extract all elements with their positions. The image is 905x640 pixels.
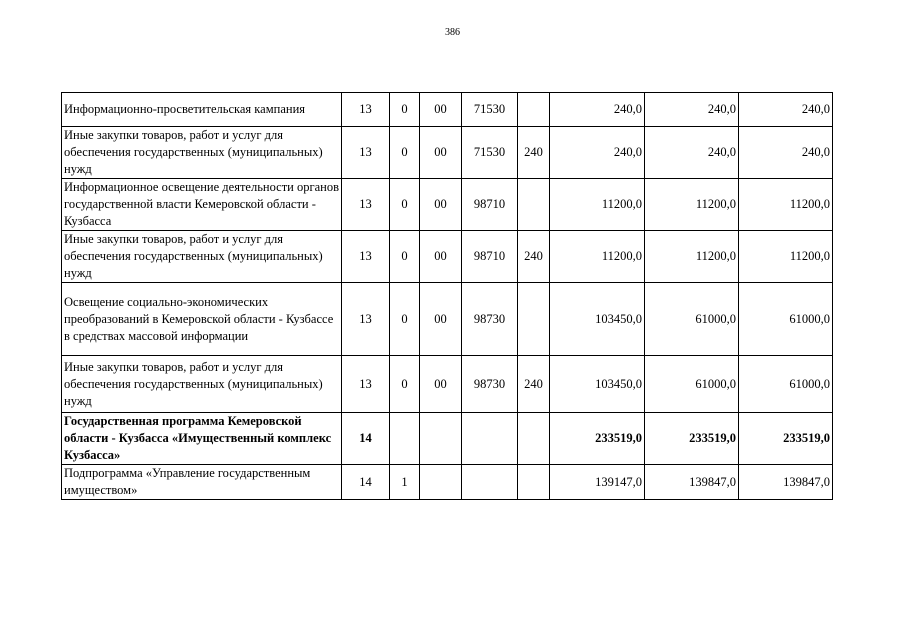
section-code: 14 — [342, 465, 390, 500]
direction-code: 71530 — [462, 93, 518, 127]
expense-type-code: 240 — [518, 127, 550, 179]
row-name: Государственная программа Кемеровской области - Кузбасса «Имущественный комплекс Кузбасса» — [62, 413, 342, 465]
expense-type-code — [518, 465, 550, 500]
direction-code — [462, 413, 518, 465]
subprogram-code: 00 — [420, 179, 462, 231]
subprogram-code: 00 — [420, 93, 462, 127]
program-code: 0 — [390, 283, 420, 356]
row-name: Информационно-просветительская кампания — [62, 93, 342, 127]
amount-year-3: 240,0 — [739, 127, 833, 179]
amount-year-1: 103450,0 — [550, 283, 645, 356]
section-code: 14 — [342, 413, 390, 465]
subprogram-code: 00 — [420, 127, 462, 179]
expense-type-code: 240 — [518, 356, 550, 413]
amount-year-2: 61000,0 — [645, 283, 739, 356]
amount-year-1: 139147,0 — [550, 465, 645, 500]
program-code: 0 — [390, 356, 420, 413]
row-name: Подпрограмма «Управление государственным имуществом» — [62, 465, 342, 500]
amount-year-2: 11200,0 — [645, 179, 739, 231]
table-row — [62, 127, 833, 179]
row-name: Информационное освещение деятельности органов государственной власти Кемеровской области - Кузбасса — [62, 179, 342, 231]
row-name: Иные закупки товаров, работ и услуг для обеспечения государственных (муниципальных) нужд — [62, 356, 342, 413]
expense-type-code — [518, 283, 550, 356]
subprogram-code: 00 — [420, 231, 462, 283]
program-code: 1 — [390, 465, 420, 500]
direction-code: 98730 — [462, 356, 518, 413]
amount-year-2: 139847,0 — [645, 465, 739, 500]
section-code: 13 — [342, 356, 390, 413]
row-name: Иные закупки товаров, работ и услуг для обеспечения государственных (муниципальных) нужд — [62, 231, 342, 283]
direction-code: 98710 — [462, 231, 518, 283]
amount-year-1: 103450,0 — [550, 356, 645, 413]
program-code: 0 — [390, 127, 420, 179]
amount-year-1: 233519,0 — [550, 413, 645, 465]
table-row — [62, 413, 833, 465]
amount-year-2: 11200,0 — [645, 231, 739, 283]
budget-table — [61, 92, 833, 500]
expense-type-code — [518, 93, 550, 127]
amount-year-2: 240,0 — [645, 93, 739, 127]
subprogram-code — [420, 413, 462, 465]
program-code: 0 — [390, 179, 420, 231]
section-code: 13 — [342, 93, 390, 127]
amount-year-1: 240,0 — [550, 127, 645, 179]
expense-type-code — [518, 179, 550, 231]
subprogram-code: 00 — [420, 283, 462, 356]
amount-year-3: 61000,0 — [739, 283, 833, 356]
expense-type-code — [518, 413, 550, 465]
subprogram-code — [420, 465, 462, 500]
amount-year-2: 233519,0 — [645, 413, 739, 465]
amount-year-2: 61000,0 — [645, 356, 739, 413]
amount-year-3: 240,0 — [739, 93, 833, 127]
program-code: 0 — [390, 231, 420, 283]
row-name: Освещение социально-экономических преобразований в Кемеровской области - Кузбассе в средствах массовой информации — [62, 283, 342, 356]
program-code: 0 — [390, 93, 420, 127]
table-row — [62, 93, 833, 127]
amount-year-1: 11200,0 — [550, 231, 645, 283]
expense-type-code: 240 — [518, 231, 550, 283]
amount-year-3: 11200,0 — [739, 231, 833, 283]
direction-code: 71530 — [462, 127, 518, 179]
section-code: 13 — [342, 283, 390, 356]
direction-code: 98710 — [462, 179, 518, 231]
table-row — [62, 179, 833, 231]
amount-year-1: 11200,0 — [550, 179, 645, 231]
direction-code — [462, 465, 518, 500]
table-row — [62, 465, 833, 500]
amount-year-3: 61000,0 — [739, 356, 833, 413]
page-number: 386 — [445, 27, 460, 38]
amount-year-3: 139847,0 — [739, 465, 833, 500]
section-code: 13 — [342, 231, 390, 283]
subprogram-code: 00 — [420, 356, 462, 413]
section-code: 13 — [342, 127, 390, 179]
amount-year-2: 240,0 — [645, 127, 739, 179]
amount-year-3: 11200,0 — [739, 179, 833, 231]
amount-year-3: 233519,0 — [739, 413, 833, 465]
row-name: Иные закупки товаров, работ и услуг для обеспечения государственных (муниципальных) нужд — [62, 127, 342, 179]
amount-year-1: 240,0 — [550, 93, 645, 127]
program-code — [390, 413, 420, 465]
direction-code: 98730 — [462, 283, 518, 356]
table-row — [62, 283, 833, 356]
table-row — [62, 231, 833, 283]
section-code: 13 — [342, 179, 390, 231]
table-row — [62, 356, 833, 413]
